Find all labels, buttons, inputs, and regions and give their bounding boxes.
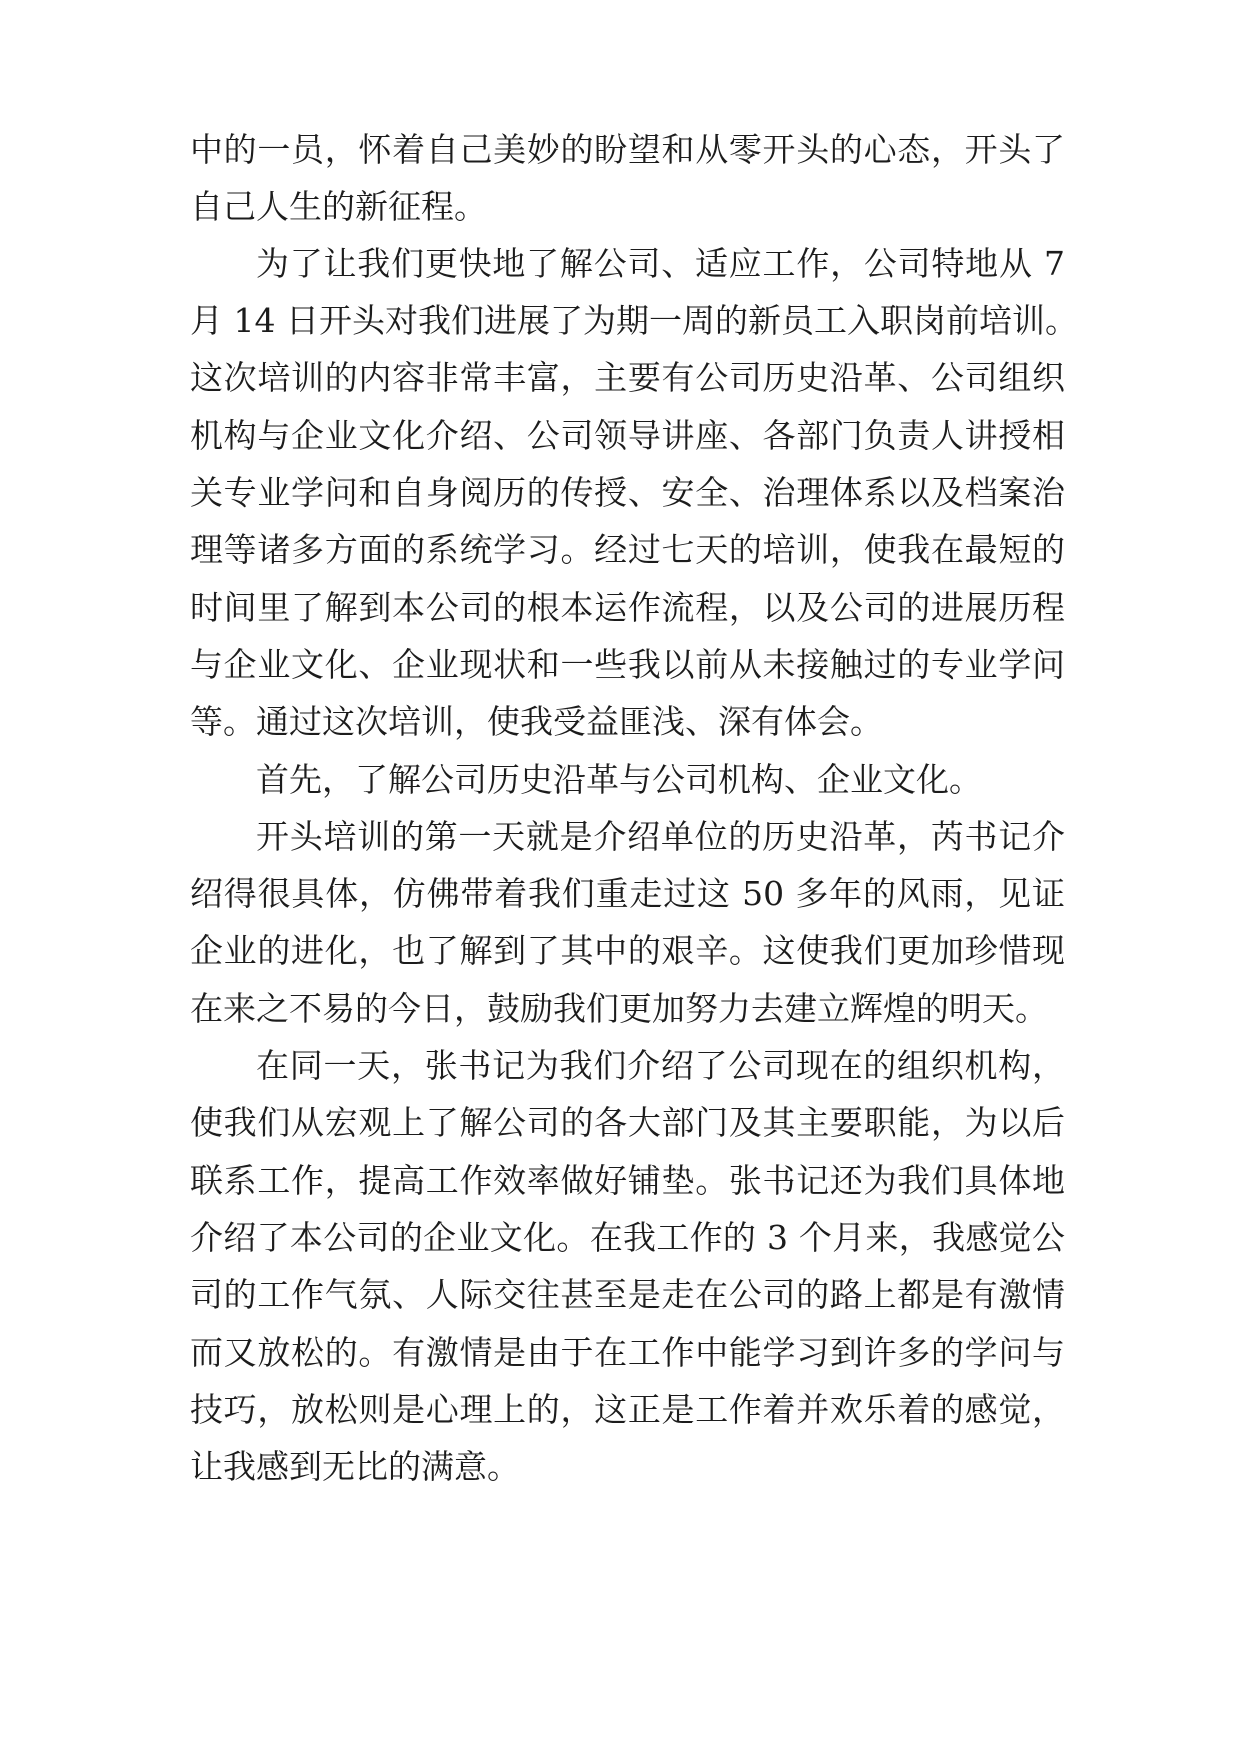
text-line: 自己人生的新征程。 xyxy=(190,187,487,226)
text-line: 中的一员，怀着自己美妙的盼望和从零开头的心态，开头了 xyxy=(190,130,1065,169)
text-line: 为了让我们更快地了解公司、适应工作，公司特地从 7 xyxy=(256,244,1065,283)
text-line: 而又放松的。有激情是由于在工作中能学习到许多的学问与 xyxy=(190,1333,1065,1372)
text-line: 使我们从宏观上了解公司的各大部门及其主要职能，为以后 xyxy=(190,1103,1065,1142)
text-line: 在来之不易的今日，鼓励我们更加努力去建立辉煌的明天。 xyxy=(190,989,1048,1028)
text-line: 开头培训的第一天就是介绍单位的历史沿革，芮书记介 xyxy=(256,817,1065,856)
text-line: 让我感到无比的满意。 xyxy=(190,1447,520,1486)
text-line: 企业的进化，也了解到了其中的艰辛。这使我们更加珍惜现 xyxy=(190,931,1065,970)
text-line: 联系工作，提高工作效率做好铺垫。张书记还为我们具体地 xyxy=(190,1161,1065,1200)
text-line: 介绍了本公司的企业文化。在我工作的 3 个月来，我感觉公 xyxy=(190,1218,1065,1257)
text-line: 技巧，放松则是心理上的，这正是工作着并欢乐着的感觉， xyxy=(190,1390,1065,1429)
text-line: 绍得很具体，仿佛带着我们重走过这 50 多年的风雨，见证 xyxy=(190,874,1065,913)
text-line: 月 14 日开头对我们进展了为期一周的新员工入职岗前培训。 xyxy=(190,301,1078,340)
text-line: 司的工作气氛、人际交往甚至是走在公司的路上都是有激情 xyxy=(190,1275,1065,1314)
text-line: 与企业文化、企业现状和一些我以前从未接触过的专业学问 xyxy=(190,645,1065,684)
text-line: 在同一天，张书记为我们介绍了公司现在的组织机构， xyxy=(256,1046,1065,1085)
text-line: 这次培训的内容非常丰富，主要有公司历史沿革、公司组织 xyxy=(190,358,1065,397)
text-line: 机构与企业文化介绍、公司领导讲座、各部门负责人讲授相 xyxy=(190,416,1065,455)
text-line: 首先，了解公司历史沿革与公司机构、企业文化。 xyxy=(256,760,982,799)
text-line: 理等诸多方面的系统学习。经过七天的培训，使我在最短的 xyxy=(190,530,1065,569)
text-line: 等。通过这次培训，使我受益匪浅、深有体会。 xyxy=(190,702,883,741)
text-line: 关专业学问和自身阅历的传授、安全、治理体系以及档案治 xyxy=(190,473,1065,512)
text-line: 时间里了解到本公司的根本运作流程，以及公司的进展历程 xyxy=(190,588,1065,627)
